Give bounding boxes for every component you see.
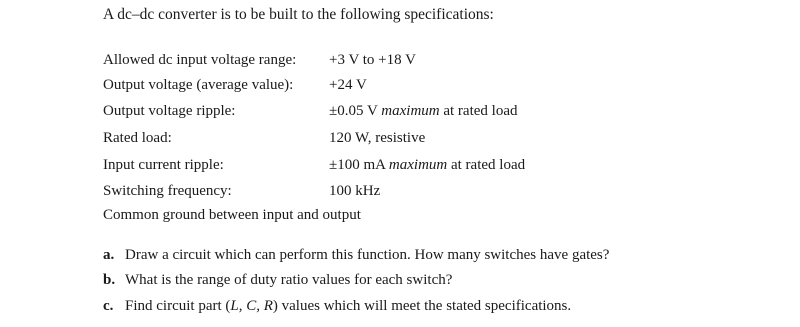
- spec-row-output-voltage: [103, 77, 367, 94]
- question-text: What is the range of duty ratio values for each switch?: [125, 272, 453, 288]
- spec-value: +24 V: [329, 77, 367, 93]
- spec-row-switching-frequency: [103, 183, 380, 200]
- spec-row-input-ripple: [103, 157, 525, 174]
- spec-value-part: at rated load: [439, 103, 518, 119]
- question-text-part: Find circuit part (: [125, 298, 231, 314]
- spec-value: +3 V to +18 V: [329, 52, 416, 68]
- question-a: [103, 247, 609, 264]
- spec-row-output-ripple: [103, 103, 518, 120]
- question-text: [125, 298, 571, 314]
- question-text: Draw a circuit which can perform this function. How many switches have gates?: [125, 247, 610, 263]
- question-c: [103, 298, 571, 315]
- spec-row-common-ground: [103, 207, 361, 224]
- spec-value: 100 kHz: [329, 183, 381, 199]
- spec-value: [329, 103, 518, 119]
- question-text-part: ) values which will meet the stated specifications.: [272, 298, 572, 314]
- spec-value-part: at rated load: [447, 157, 526, 173]
- spec-value-part: ±0.05 V: [329, 103, 382, 119]
- spec-label: Common ground between input and output: [103, 207, 361, 223]
- question-letter: c.: [103, 298, 114, 314]
- spec-value-part: ±100 mA: [329, 157, 389, 173]
- question-text-emphasis: L, C, R: [230, 298, 273, 314]
- question-b: [103, 272, 452, 289]
- spec-row-rated-load: [103, 130, 425, 147]
- spec-label: Output voltage (average value):: [103, 77, 294, 93]
- spec-label: Allowed dc input voltage range:: [103, 52, 297, 68]
- spec-row-input-voltage: [103, 52, 416, 69]
- intro-text: A dc–dc converter is to be built to the following specifications:: [103, 6, 494, 23]
- spec-value-emphasis: maximum: [388, 157, 448, 173]
- spec-value-emphasis: maximum: [381, 103, 440, 119]
- spec-label: Rated load:: [103, 130, 172, 146]
- spec-label: Switching frequency:: [103, 183, 232, 199]
- spec-value: [329, 157, 525, 173]
- question-letter: b.: [103, 272, 116, 288]
- question-letter: a.: [103, 247, 115, 263]
- spec-label: Input current ripple:: [103, 157, 224, 173]
- spec-label: Output voltage ripple:: [103, 103, 236, 119]
- spec-value: 120 W, resistive: [329, 130, 426, 146]
